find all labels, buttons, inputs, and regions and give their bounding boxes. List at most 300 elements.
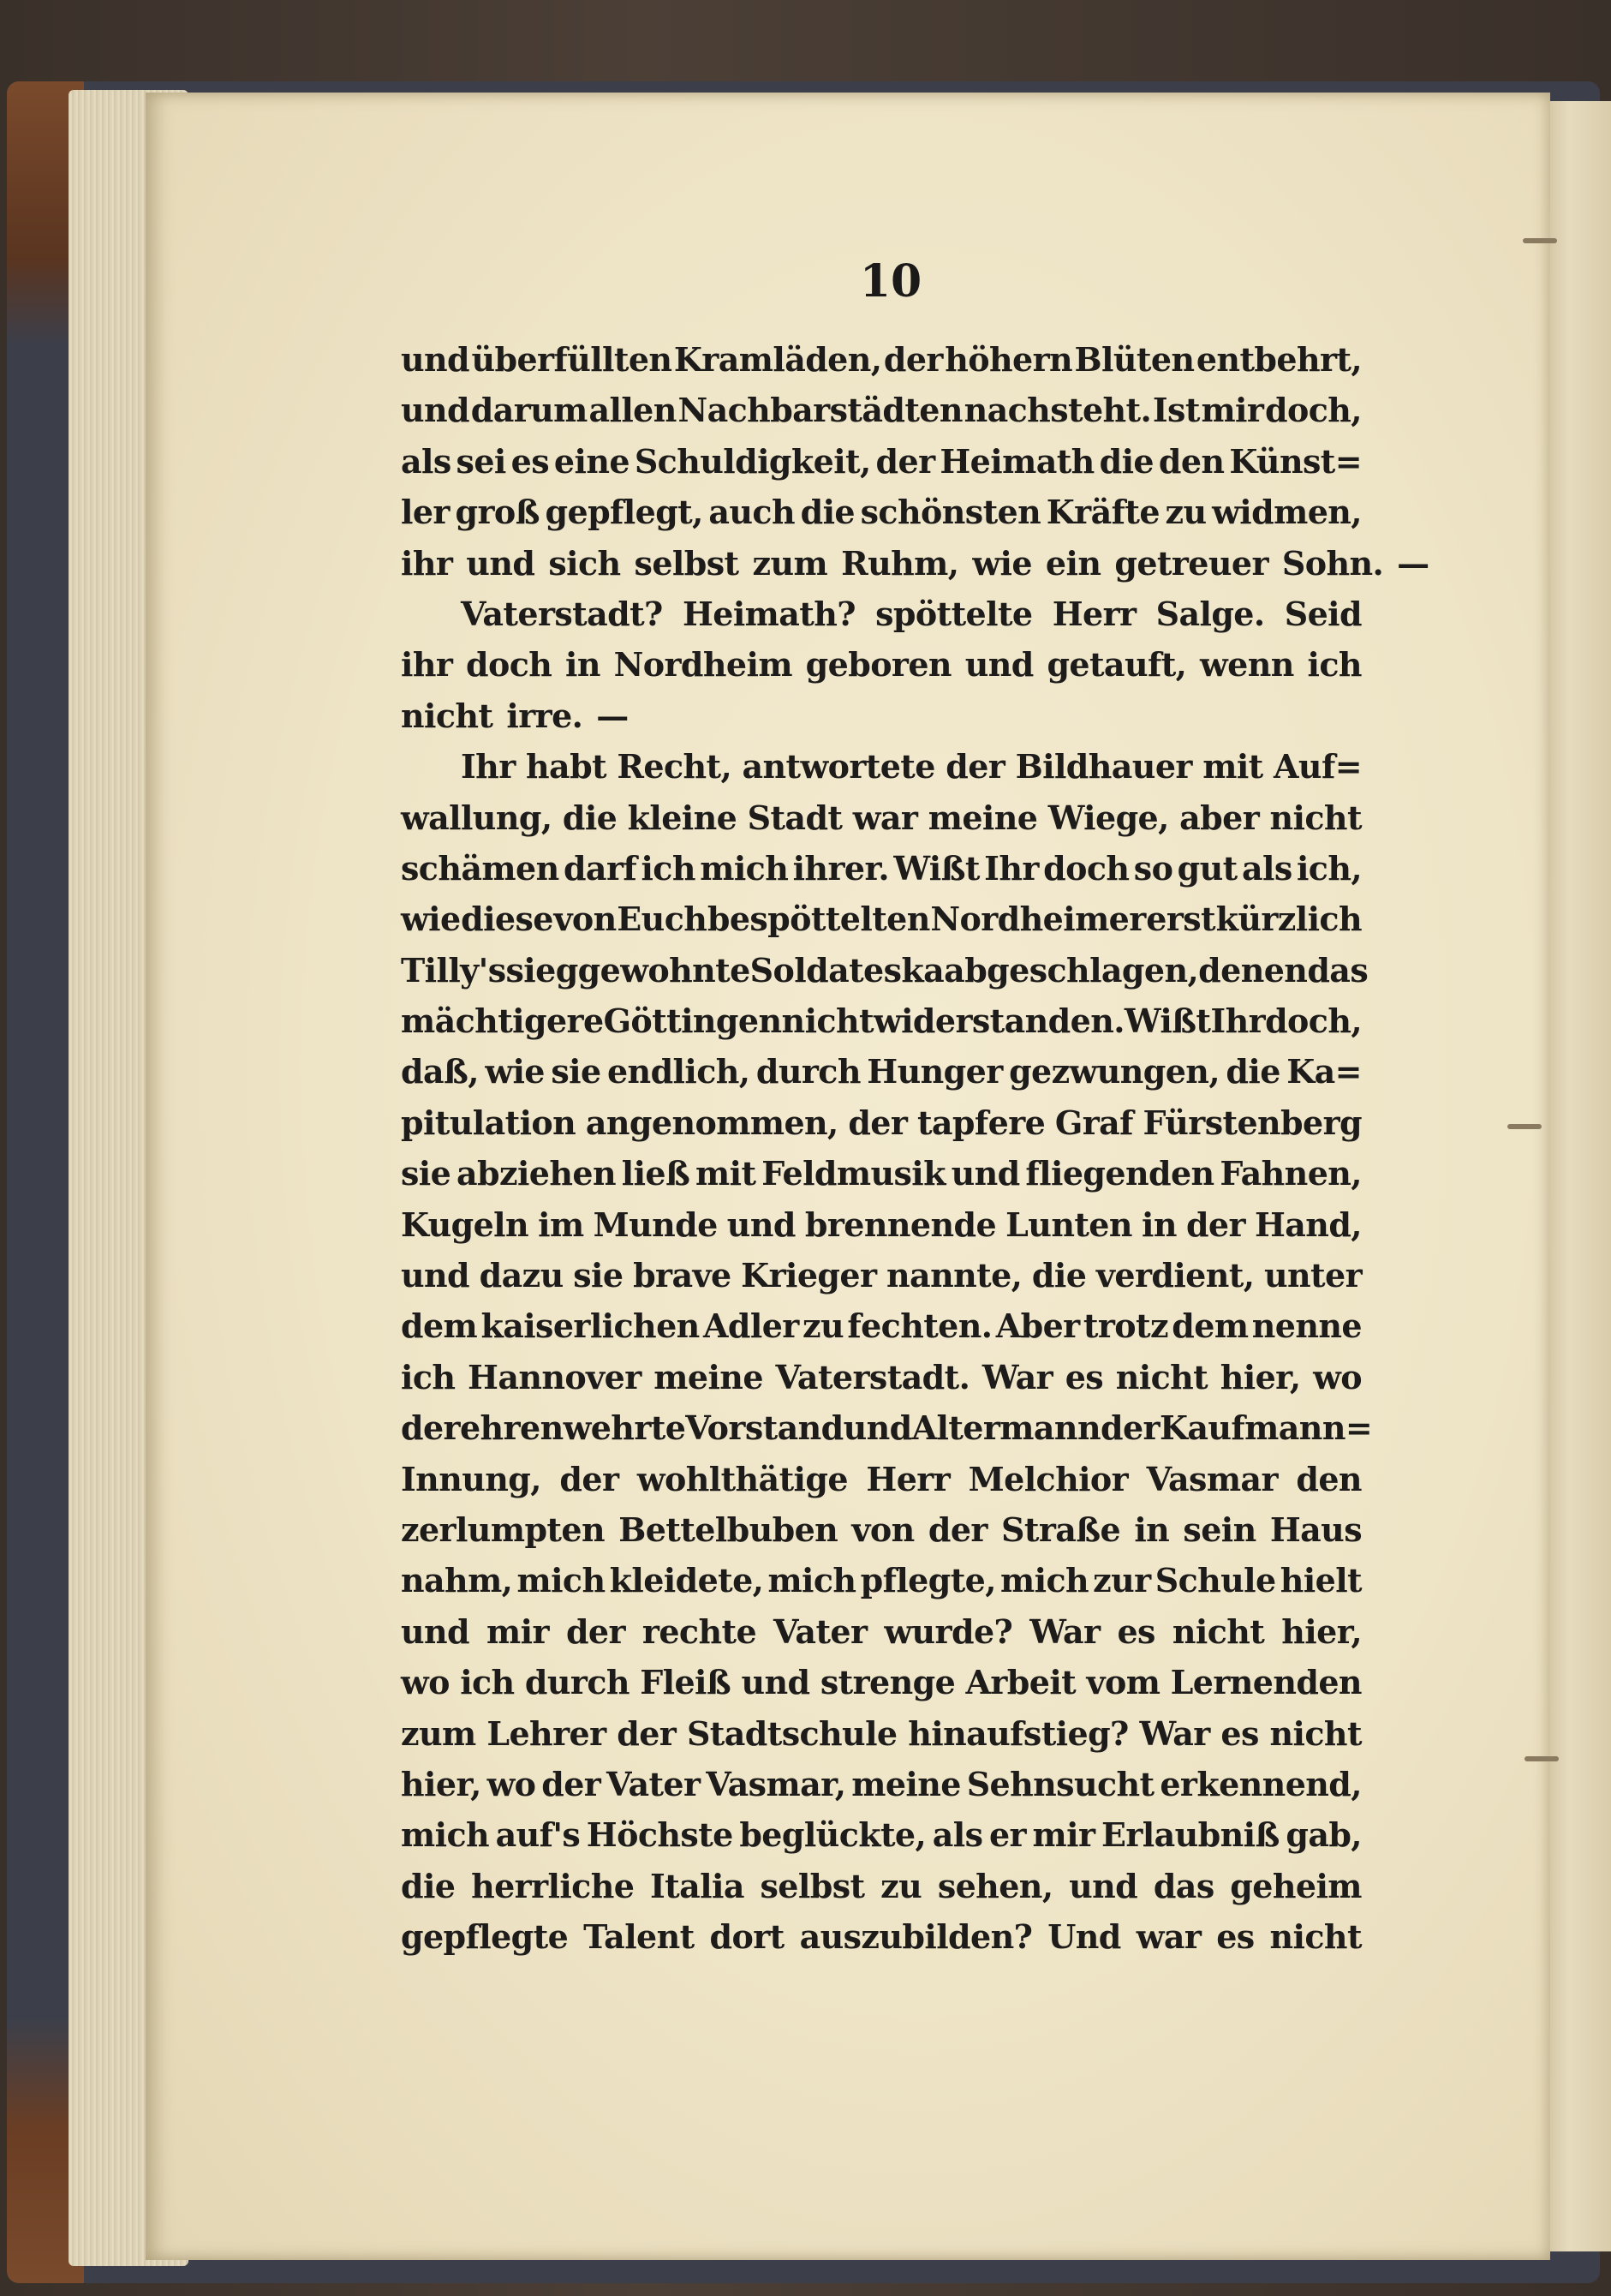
word: und (741, 1663, 810, 1702)
word: mich (401, 1815, 490, 1855)
text-line (401, 589, 1362, 639)
text-line (401, 1809, 1362, 1860)
word: habt (526, 747, 606, 786)
word: die (1226, 1052, 1280, 1091)
page-number: 10 (859, 255, 922, 308)
word: dem (1172, 1306, 1249, 1346)
word: rechte (641, 1611, 757, 1651)
word: Nordheimer (930, 900, 1146, 939)
word: Sehnsucht (966, 1764, 1155, 1803)
word: sehen, (937, 1866, 1053, 1905)
word: geheim (1230, 1866, 1362, 1905)
word: selbst (760, 1866, 865, 1905)
word: Ist (1152, 391, 1200, 430)
word: meine (653, 1357, 763, 1396)
facing-page-edge (1542, 101, 1611, 2251)
word: Wißt (1124, 1002, 1211, 1041)
word: wo (1313, 1357, 1362, 1396)
word: als (401, 441, 451, 481)
word: Stadtschule (686, 1713, 898, 1753)
word: und (401, 340, 470, 379)
text-line (401, 538, 1429, 589)
word: Fleiß (640, 1663, 731, 1702)
text-line (401, 843, 1362, 894)
word: ihr (401, 543, 453, 583)
word: Vaterstadt? (461, 594, 663, 633)
word: sein (1183, 1510, 1256, 1549)
word: Adler (703, 1306, 799, 1346)
word: und (1069, 1866, 1138, 1905)
text-line (401, 385, 1362, 435)
word: War (982, 1357, 1053, 1396)
word: nicht (1115, 1357, 1208, 1396)
word: allen (588, 391, 677, 430)
word: Talent (583, 1917, 695, 1957)
word: nicht (401, 696, 493, 735)
word: Ruhm, (841, 543, 959, 583)
word: Vorstand (685, 1408, 844, 1448)
word: zum (752, 543, 828, 583)
text-line (401, 1555, 1362, 1605)
word: Fürstenberg (1143, 1103, 1362, 1142)
word: mich (1000, 1561, 1089, 1600)
word: und (951, 1154, 1020, 1193)
word: pflegte, (860, 1561, 996, 1600)
word: zu (880, 1866, 922, 1905)
word: ler (401, 493, 450, 532)
word: wie (972, 543, 1032, 583)
word: Schule (1155, 1561, 1276, 1600)
word: wie (485, 1052, 545, 1091)
word: spöttelte (875, 594, 1033, 633)
word: Erlaubniß (1101, 1815, 1280, 1855)
word: wurde? (884, 1611, 1013, 1651)
word: Kramläden, (673, 340, 882, 379)
word: den (1296, 1459, 1362, 1498)
word: kürzlich (1215, 900, 1362, 939)
word: nicht (1269, 1917, 1362, 1957)
word: es (1117, 1611, 1155, 1651)
word: und (466, 543, 535, 583)
word: der (875, 441, 935, 481)
word: fechten. (847, 1306, 993, 1346)
word: Künst= (1229, 441, 1362, 481)
word: doch (466, 645, 552, 685)
word: mit (695, 1154, 756, 1193)
word: mir (1032, 1815, 1095, 1855)
word: ich (641, 848, 695, 888)
word: fliegenden (1025, 1154, 1214, 1193)
text-line (401, 792, 1362, 843)
word: der (1100, 1408, 1160, 1448)
word: kaiserlichen (480, 1306, 700, 1346)
word: dort (709, 1917, 785, 1957)
word: meine (928, 798, 1038, 837)
word: nannte, (886, 1256, 1023, 1295)
word: und (964, 645, 1034, 685)
word: vom (1086, 1663, 1161, 1702)
word: der (928, 1510, 987, 1549)
word: Bildhauer (1015, 747, 1192, 786)
word: es (1220, 1713, 1259, 1753)
word: ich, (1296, 848, 1362, 888)
word: war (1136, 1917, 1202, 1957)
text-line (401, 945, 1369, 996)
word: Salge. (1155, 594, 1265, 633)
word: Lernenden (1170, 1663, 1362, 1702)
word: kleidete, (609, 1561, 764, 1600)
word: der (565, 1611, 625, 1651)
word: Heimath (940, 441, 1095, 481)
word: pitulation (401, 1103, 576, 1142)
word: Kräfte (1046, 493, 1160, 532)
word: abziehen (456, 1154, 616, 1193)
text-line (401, 1708, 1362, 1759)
word: Tilly's (401, 950, 506, 990)
word: ich (460, 1663, 515, 1702)
text-line (401, 894, 1362, 944)
text-line (401, 1911, 1362, 1962)
word: bespöttelten (707, 900, 930, 939)
word: und (401, 391, 470, 430)
word: getreuer (1114, 543, 1268, 583)
word: gezwungen, (1009, 1052, 1220, 1091)
word: die (800, 493, 856, 532)
text-line (401, 334, 1362, 385)
word: zum (401, 1713, 476, 1753)
word: Vater (773, 1611, 868, 1651)
word: sich (548, 543, 621, 583)
word: Italia (650, 1866, 744, 1905)
word: ein (1045, 543, 1101, 583)
word: der (848, 1103, 908, 1142)
word: doch, (1265, 391, 1362, 430)
word: entbehrt, (1196, 340, 1362, 379)
word: wie (401, 900, 461, 939)
word: er (988, 1815, 1026, 1855)
text-line (401, 1657, 1362, 1707)
word: schönsten (860, 493, 1041, 532)
word: Feldmusik (761, 1154, 946, 1193)
text-line (401, 639, 1362, 690)
word: aber (1179, 798, 1260, 837)
word: höhern (945, 340, 1073, 379)
word: mich (700, 848, 789, 888)
word: auch (708, 493, 795, 532)
word: zur (1093, 1561, 1151, 1600)
word: ich (401, 1357, 456, 1396)
word: Auf= (1274, 747, 1362, 786)
word: antwortete (742, 747, 935, 786)
word: auf's (495, 1815, 581, 1855)
word: getauft, (1047, 645, 1187, 685)
word: Hunger (867, 1052, 1003, 1091)
text-line (401, 487, 1362, 537)
word: zu (803, 1306, 844, 1346)
word: angenommen, (585, 1103, 838, 1142)
word: Haus (1269, 1510, 1362, 1549)
word: gab, (1286, 1815, 1362, 1855)
word: es (1216, 1917, 1255, 1957)
word: Stadt (747, 798, 843, 837)
word: der (541, 1764, 601, 1803)
word: mächtigere (401, 1002, 604, 1041)
word: die (1031, 1256, 1087, 1295)
word: die (1099, 441, 1154, 481)
word: Blüten (1074, 340, 1195, 379)
word: und (401, 1256, 470, 1295)
word: Wißt (893, 848, 980, 888)
text-line (401, 1046, 1362, 1097)
word: zu (1165, 493, 1207, 532)
word: das (1153, 1866, 1214, 1905)
word: zerlumpten (401, 1510, 605, 1549)
word: von (851, 1510, 915, 1549)
word: überfüllten (471, 340, 672, 379)
word: groß (455, 493, 540, 532)
word: war (852, 798, 918, 837)
word: War (1029, 1611, 1101, 1651)
word: Nordheim (613, 645, 792, 685)
word: Vater (606, 1764, 701, 1803)
word: mir (486, 1611, 549, 1651)
word: Graf (1054, 1103, 1133, 1142)
word: Bettelbuben (618, 1510, 838, 1549)
word: Schuldigkeit, (634, 441, 871, 481)
word: ich (1307, 645, 1362, 685)
word: dem (401, 1306, 478, 1346)
word: Fahnen, (1220, 1154, 1362, 1193)
text-line (401, 1504, 1362, 1555)
word: nicht (1269, 1713, 1362, 1753)
word: der (617, 1713, 677, 1753)
word: diese (461, 900, 553, 939)
word: mit (1202, 747, 1263, 786)
word: — (1397, 543, 1429, 583)
word: sie (551, 1052, 601, 1091)
word: meine (851, 1764, 961, 1803)
word: mich (767, 1561, 856, 1600)
binding-stitch (1524, 1756, 1559, 1761)
word: ließ (621, 1154, 690, 1193)
word: Recht, (617, 747, 732, 786)
word: selbst (634, 543, 739, 583)
word: Wiege, (1047, 798, 1169, 837)
word: nicht (781, 1002, 874, 1041)
word: Höchste (586, 1815, 733, 1855)
word: unter (1263, 1256, 1362, 1295)
text-line (401, 1759, 1362, 1809)
word: herrliche (471, 1866, 635, 1905)
word: Hand, (1254, 1205, 1362, 1244)
word: gepflegt, (545, 493, 703, 532)
word: Altermann (911, 1408, 1101, 1448)
word: strenge (820, 1663, 956, 1702)
word: Ka= (1286, 1052, 1362, 1091)
word: gepflegte (401, 1917, 569, 1957)
word: beglückte, (739, 1815, 927, 1855)
word: sie (401, 1154, 451, 1193)
word: nachsteht. (964, 391, 1152, 430)
word: Euch (617, 900, 707, 939)
word: brennende (804, 1205, 997, 1244)
text-line (401, 741, 1362, 792)
word: Herr (866, 1459, 951, 1498)
text-line (401, 996, 1362, 1046)
word: ihrer. (792, 848, 890, 888)
word: widerstanden. (873, 1002, 1125, 1041)
word: endlich, (606, 1052, 750, 1091)
body-text (401, 334, 1429, 1963)
word: doch (1043, 848, 1130, 888)
word: nicht (1172, 1611, 1265, 1651)
word: denen (1198, 950, 1308, 990)
word: von (553, 900, 617, 939)
text-line (401, 1402, 1373, 1453)
word: nenne (1251, 1306, 1362, 1346)
word: der (946, 747, 1005, 786)
word: erst (1146, 900, 1216, 939)
word: trotz (1083, 1306, 1168, 1346)
word: nahm, (401, 1561, 513, 1600)
word: darum (470, 391, 588, 430)
word: Göttingen (603, 1002, 782, 1041)
word: auszubilden? (799, 1917, 1033, 1957)
word: und (726, 1205, 796, 1244)
text-line (401, 1300, 1362, 1351)
text-line (401, 436, 1362, 487)
word: wallung, (401, 798, 552, 837)
word: den (1158, 441, 1225, 481)
word: in (1134, 1510, 1170, 1549)
word: — (596, 696, 629, 735)
word: Ihr (1210, 1002, 1266, 1041)
word: Herr (1052, 594, 1137, 633)
word: doch, (1265, 1002, 1362, 1041)
text-line (401, 1250, 1362, 1300)
word: daß, (401, 1052, 479, 1091)
word: wo (486, 1764, 536, 1803)
word: Kugeln (401, 1205, 529, 1244)
word: Vasmar (1146, 1459, 1278, 1498)
word: hier, (1220, 1357, 1301, 1396)
word: die (401, 1866, 456, 1905)
word: als (932, 1815, 983, 1855)
word: kleine (627, 798, 737, 837)
word: Soldateska (749, 950, 945, 990)
word: irre. (506, 696, 583, 735)
word: mir (1201, 391, 1264, 430)
word: mich (516, 1561, 606, 1600)
word: Arbeit (965, 1663, 1077, 1702)
word: Innung, (401, 1459, 541, 1498)
word: sie (573, 1256, 624, 1295)
word: so (1133, 848, 1173, 888)
word: Aber (995, 1306, 1080, 1346)
word: und (401, 1611, 470, 1651)
word: wenn (1200, 645, 1294, 685)
word: Krieger (741, 1256, 877, 1295)
word: Nachbarstädten (677, 391, 963, 430)
word: ehrenwehrte (459, 1408, 686, 1448)
word: nicht (1269, 798, 1362, 837)
text-line (401, 1097, 1362, 1148)
word: es (1065, 1357, 1104, 1396)
word: verdient, (1095, 1256, 1255, 1295)
word: gut (1177, 848, 1238, 888)
word: der (883, 340, 943, 379)
word: abgeschlagen, (944, 950, 1199, 990)
word: Straße (1001, 1510, 1121, 1549)
word: in (565, 645, 600, 685)
word: hier, (401, 1764, 481, 1803)
word: der (1185, 1205, 1245, 1244)
word: Hannover (468, 1357, 641, 1396)
binding-stitch (1507, 1124, 1542, 1129)
word: geboren (805, 645, 952, 685)
text-line (401, 1148, 1362, 1199)
word: es (510, 441, 550, 481)
text-line (401, 1454, 1362, 1504)
text-line (401, 1199, 1362, 1250)
word: Ihr (984, 848, 1039, 888)
word: Kaufmann= (1159, 1408, 1373, 1448)
word: in (1141, 1205, 1177, 1244)
word: erkennend, (1160, 1764, 1362, 1803)
text-line (401, 1861, 1362, 1911)
binding-stitch (1523, 238, 1557, 243)
word: sei (456, 441, 506, 481)
word: wohlthätige (636, 1459, 848, 1498)
word: ihr (401, 645, 453, 685)
word: dazu (479, 1256, 564, 1295)
word: hielt (1280, 1561, 1362, 1600)
word: im (538, 1205, 584, 1244)
word: Vasmar, (706, 1764, 846, 1803)
word: Ihr (461, 747, 516, 786)
word: schämen (401, 848, 559, 888)
word: die (562, 798, 618, 837)
word: Und (1047, 1917, 1121, 1957)
word: durch (755, 1052, 861, 1091)
word: und (843, 1408, 912, 1448)
text-line (401, 1606, 1362, 1657)
word: sieggewohnte (505, 950, 750, 990)
word: als (1241, 848, 1292, 888)
word: darf (563, 848, 637, 888)
word: brave (633, 1256, 731, 1295)
word: Heimath? (682, 594, 856, 633)
word: tapfere (916, 1103, 1046, 1142)
word: Seid (1284, 594, 1362, 633)
word: wo (401, 1663, 450, 1702)
word: Sohn. (1281, 543, 1384, 583)
word: hinaufstieg? (908, 1713, 1129, 1753)
word: Lunten (1005, 1205, 1132, 1244)
word: Melchior (968, 1459, 1129, 1498)
text-line (401, 1352, 1362, 1402)
word: eine (553, 441, 629, 481)
word: das (1307, 950, 1369, 990)
word: widmen, (1212, 493, 1362, 532)
word: Vaterstadt. (775, 1357, 970, 1396)
word: der (559, 1459, 619, 1498)
word: durch (524, 1663, 629, 1702)
word: der (401, 1408, 460, 1448)
word: hier, (1281, 1611, 1362, 1651)
word: War (1139, 1713, 1210, 1753)
text-line (401, 691, 1362, 741)
